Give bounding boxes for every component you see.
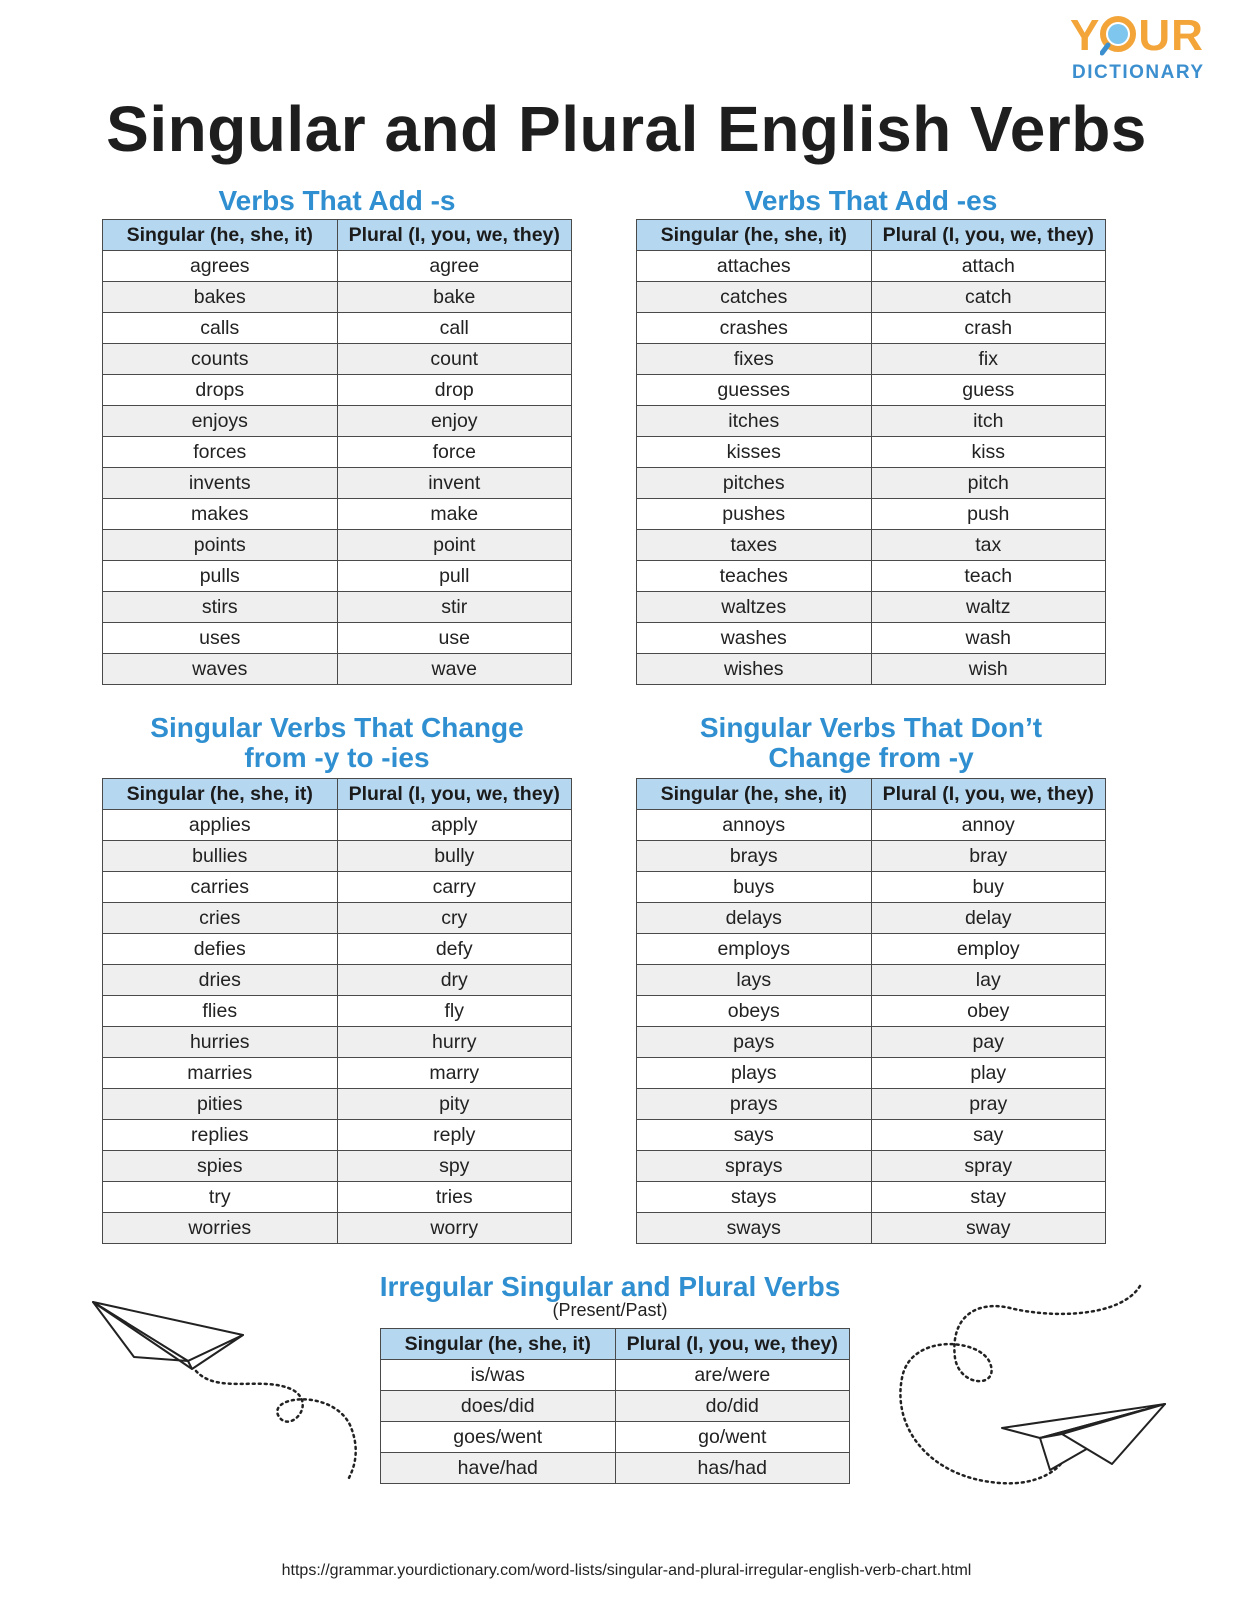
yourdictionary-logo[interactable] — [1070, 11, 1220, 84]
table-row — [637, 872, 1106, 903]
table-row — [103, 468, 572, 499]
plural-cell: marry — [337, 1058, 572, 1089]
column-header-singular: Singular (he, she, it) — [103, 779, 338, 810]
table-row — [103, 1213, 572, 1244]
plural-cell: pay — [871, 1027, 1106, 1058]
table-row — [637, 499, 1106, 530]
table-row — [103, 592, 572, 623]
table-row — [637, 903, 1106, 934]
section-title-line2: Change from -y — [768, 742, 974, 773]
table-row — [381, 1422, 850, 1453]
singular-cell: buys — [637, 872, 872, 903]
table-row — [103, 561, 572, 592]
table-row — [637, 841, 1106, 872]
column-header-plural: Plural (I, you, we, they) — [615, 1329, 850, 1360]
table-row — [637, 561, 1106, 592]
singular-cell: makes — [103, 499, 338, 530]
singular-cell: stays — [637, 1182, 872, 1213]
singular-cell: worries — [103, 1213, 338, 1244]
plural-cell: invent — [337, 468, 572, 499]
plural-cell: kiss — [871, 437, 1106, 468]
table-row — [103, 1089, 572, 1120]
table-row — [103, 841, 572, 872]
singular-cell: replies — [103, 1120, 338, 1151]
singular-cell: bullies — [103, 841, 338, 872]
table-row — [637, 1089, 1106, 1120]
section-irregular — [330, 1272, 890, 1320]
table-row — [637, 1027, 1106, 1058]
plural-cell: carry — [337, 872, 572, 903]
plural-cell: cry — [337, 903, 572, 934]
logo-wordmark-your: Y UR — [1070, 11, 1204, 60]
table-add-es — [636, 219, 1106, 685]
column-header-singular: Singular (he, she, it) — [381, 1329, 616, 1360]
plural-cell: obey — [871, 996, 1106, 1027]
table-row — [637, 965, 1106, 996]
singular-cell: taxes — [637, 530, 872, 561]
plural-cell: enjoy — [337, 406, 572, 437]
plural-cell: fly — [337, 996, 572, 1027]
table-row — [103, 1182, 572, 1213]
plural-cell: employ — [871, 934, 1106, 965]
singular-cell: try — [103, 1182, 338, 1213]
singular-cell: invents — [103, 468, 338, 499]
singular-cell: enjoys — [103, 406, 338, 437]
section-title: Singular Verbs That Don’t — [699, 712, 1043, 743]
table-row — [103, 375, 572, 406]
table-row — [103, 406, 572, 437]
plural-cell: dry — [337, 965, 572, 996]
plural-cell: force — [337, 437, 572, 468]
singular-cell: forces — [103, 437, 338, 468]
singular-cell: points — [103, 530, 338, 561]
table-row — [103, 965, 572, 996]
page-title: Singular and Plural English Verbs — [106, 93, 1147, 165]
singular-cell: washes — [637, 623, 872, 654]
plural-cell: say — [871, 1120, 1106, 1151]
table-row — [381, 1453, 850, 1484]
singular-cell: lays — [637, 965, 872, 996]
singular-cell: does/did — [381, 1391, 616, 1422]
section-title-line2: from -y to -ies — [244, 742, 430, 773]
table-row — [103, 530, 572, 561]
table-irregular — [380, 1328, 850, 1484]
column-header-singular: Singular (he, she, it) — [103, 220, 338, 251]
paper-plane-right-icon — [890, 1278, 1180, 1508]
table-row — [637, 623, 1106, 654]
column-header-plural: Plural (I, you, we, they) — [337, 220, 572, 251]
singular-cell: spies — [103, 1151, 338, 1182]
plural-cell: crash — [871, 313, 1106, 344]
singular-cell: fixes — [637, 344, 872, 375]
table-row — [103, 437, 572, 468]
plural-cell: guess — [871, 375, 1106, 406]
plural-cell: do/did — [615, 1391, 850, 1422]
table-row — [637, 654, 1106, 685]
paper-plane-left-icon — [88, 1295, 368, 1485]
singular-cell: obeys — [637, 996, 872, 1027]
plural-cell: bray — [871, 841, 1106, 872]
singular-cell: applies — [103, 810, 338, 841]
plural-cell: go/went — [615, 1422, 850, 1453]
singular-cell: hurries — [103, 1027, 338, 1058]
table-header-row — [103, 779, 572, 810]
plural-cell: sway — [871, 1213, 1106, 1244]
singular-cell: have/had — [381, 1453, 616, 1484]
singular-cell: plays — [637, 1058, 872, 1089]
table-row — [637, 1213, 1106, 1244]
singular-cell: brays — [637, 841, 872, 872]
table-row — [637, 530, 1106, 561]
table-row — [637, 592, 1106, 623]
table-row — [637, 375, 1106, 406]
table-row — [637, 251, 1106, 282]
table-row — [637, 996, 1106, 1027]
singular-cell: dries — [103, 965, 338, 996]
table-row — [103, 1027, 572, 1058]
table-row — [103, 654, 572, 685]
plural-cell: count — [337, 344, 572, 375]
plural-cell: wash — [871, 623, 1106, 654]
plural-cell: drop — [337, 375, 572, 406]
table-row — [637, 810, 1106, 841]
table-row — [637, 934, 1106, 965]
plural-cell: teach — [871, 561, 1106, 592]
plural-cell: lay — [871, 965, 1106, 996]
plural-cell: pitch — [871, 468, 1106, 499]
table-row — [637, 313, 1106, 344]
singular-cell: sways — [637, 1213, 872, 1244]
table-row — [103, 1120, 572, 1151]
singular-cell: employs — [637, 934, 872, 965]
plural-cell: fix — [871, 344, 1106, 375]
plural-cell: tries — [337, 1182, 572, 1213]
table-row — [381, 1391, 850, 1422]
plural-cell: buy — [871, 872, 1106, 903]
table-row — [103, 313, 572, 344]
plural-cell: stay — [871, 1182, 1106, 1213]
column-header-plural: Plural (I, you, we, they) — [337, 779, 572, 810]
plural-cell: agree — [337, 251, 572, 282]
plural-cell: use — [337, 623, 572, 654]
section-title: Verbs That Add -es — [744, 185, 998, 216]
table-row — [637, 282, 1106, 313]
table-header-row — [637, 779, 1106, 810]
singular-cell: uses — [103, 623, 338, 654]
table-row — [381, 1360, 850, 1391]
column-header-singular: Singular (he, she, it) — [637, 220, 872, 251]
table-y-to-ies — [102, 778, 572, 1244]
table-row — [637, 344, 1106, 375]
table-header-row — [381, 1329, 850, 1360]
table-row — [103, 251, 572, 282]
plural-cell: push — [871, 499, 1106, 530]
singular-cell: is/was — [381, 1360, 616, 1391]
table-row — [103, 282, 572, 313]
plural-cell: are/were — [615, 1360, 850, 1391]
singular-cell: waltzes — [637, 592, 872, 623]
plural-cell: point — [337, 530, 572, 561]
singular-cell: waves — [103, 654, 338, 685]
table-keep-y — [636, 778, 1106, 1244]
section-title: Verbs That Add -s — [218, 185, 456, 216]
section-add-es — [636, 186, 1106, 216]
column-header-plural: Plural (I, you, we, they) — [871, 779, 1106, 810]
singular-cell: annoys — [637, 810, 872, 841]
singular-cell: flies — [103, 996, 338, 1027]
plural-cell: bake — [337, 282, 572, 313]
plural-cell: pull — [337, 561, 572, 592]
singular-cell: goes/went — [381, 1422, 616, 1453]
source-url[interactable]: https://grammar.yourdictionary.com/word-lists/singular-and-plural-irregular-english-verb-chart.html — [281, 1562, 972, 1579]
singular-cell: guesses — [637, 375, 872, 406]
singular-cell: bakes — [103, 282, 338, 313]
singular-cell: pulls — [103, 561, 338, 592]
plural-cell: itch — [871, 406, 1106, 437]
singular-cell: teaches — [637, 561, 872, 592]
plural-cell: delay — [871, 903, 1106, 934]
plural-cell: worry — [337, 1213, 572, 1244]
singular-cell: pities — [103, 1089, 338, 1120]
plural-cell: stir — [337, 592, 572, 623]
singular-cell: pays — [637, 1027, 872, 1058]
table-row — [103, 344, 572, 375]
plural-cell: pity — [337, 1089, 572, 1120]
singular-cell: calls — [103, 313, 338, 344]
magnifier-icon — [1100, 14, 1138, 54]
singular-cell: kisses — [637, 437, 872, 468]
plural-cell: waltz — [871, 592, 1106, 623]
table-row — [103, 1058, 572, 1089]
singular-cell: pitches — [637, 468, 872, 499]
table-row — [637, 1120, 1106, 1151]
plural-cell: reply — [337, 1120, 572, 1151]
plural-cell: hurry — [337, 1027, 572, 1058]
section-add-s — [102, 186, 572, 216]
singular-cell: wishes — [637, 654, 872, 685]
singular-cell: attaches — [637, 251, 872, 282]
plural-cell: spray — [871, 1151, 1106, 1182]
singular-cell: itches — [637, 406, 872, 437]
plural-cell: apply — [337, 810, 572, 841]
table-row — [637, 1182, 1106, 1213]
section-y-to-ies — [102, 713, 572, 773]
table-row — [637, 1058, 1106, 1089]
logo-wordmark-dictionary: DICTIONARY — [1072, 62, 1205, 83]
plural-cell: call — [337, 313, 572, 344]
singular-cell: defies — [103, 934, 338, 965]
section-subtitle: (Present/Past) — [552, 1300, 668, 1320]
section-title: Singular Verbs That Change — [150, 712, 524, 743]
plural-cell: tax — [871, 530, 1106, 561]
singular-cell: crashes — [637, 313, 872, 344]
plural-cell: catch — [871, 282, 1106, 313]
plural-cell: pray — [871, 1089, 1106, 1120]
table-row — [637, 437, 1106, 468]
table-row — [103, 903, 572, 934]
plural-cell: defy — [337, 934, 572, 965]
plural-cell: play — [871, 1058, 1106, 1089]
table-row — [637, 1151, 1106, 1182]
table-header-row — [103, 220, 572, 251]
table-row — [637, 406, 1106, 437]
singular-cell: marries — [103, 1058, 338, 1089]
singular-cell: agrees — [103, 251, 338, 282]
plural-cell: spy — [337, 1151, 572, 1182]
table-row — [103, 499, 572, 530]
singular-cell: carries — [103, 872, 338, 903]
table-row — [103, 872, 572, 903]
plural-cell: attach — [871, 251, 1106, 282]
table-row — [103, 623, 572, 654]
section-keep-y — [636, 713, 1106, 773]
singular-cell: prays — [637, 1089, 872, 1120]
singular-cell: drops — [103, 375, 338, 406]
plural-cell: bully — [337, 841, 572, 872]
table-row — [103, 1151, 572, 1182]
section-title: Irregular Singular and Plural Verbs — [379, 1271, 841, 1302]
table-row — [103, 996, 572, 1027]
plural-cell: has/had — [615, 1453, 850, 1484]
table-row — [103, 934, 572, 965]
column-header-plural: Plural (I, you, we, they) — [871, 220, 1106, 251]
singular-cell: stirs — [103, 592, 338, 623]
table-add-s — [102, 219, 572, 685]
table-row — [103, 810, 572, 841]
table-row — [637, 468, 1106, 499]
table-header-row — [637, 220, 1106, 251]
plural-cell: annoy — [871, 810, 1106, 841]
column-header-singular: Singular (he, she, it) — [637, 779, 872, 810]
singular-cell: sprays — [637, 1151, 872, 1182]
singular-cell: counts — [103, 344, 338, 375]
plural-cell: wave — [337, 654, 572, 685]
plural-cell: wish — [871, 654, 1106, 685]
plural-cell: make — [337, 499, 572, 530]
singular-cell: catches — [637, 282, 872, 313]
singular-cell: cries — [103, 903, 338, 934]
singular-cell: delays — [637, 903, 872, 934]
singular-cell: says — [637, 1120, 872, 1151]
singular-cell: pushes — [637, 499, 872, 530]
